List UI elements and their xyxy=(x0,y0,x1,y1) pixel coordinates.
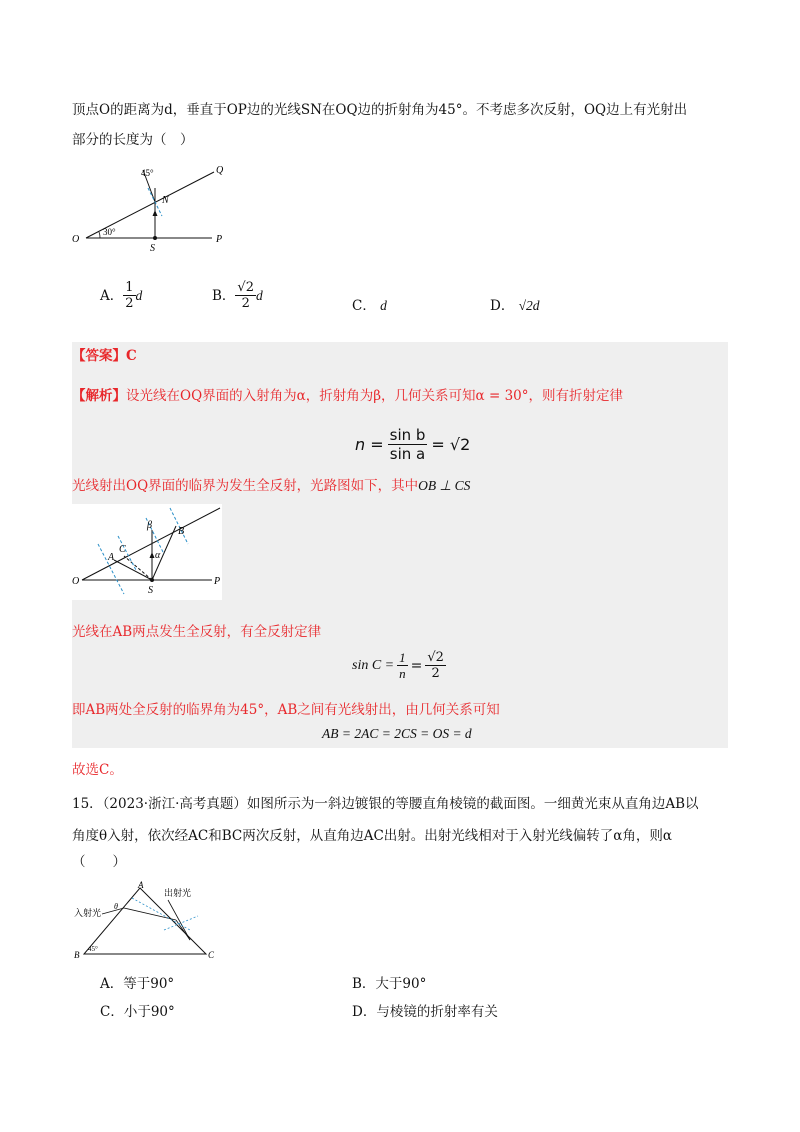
fig-label-Q: Q xyxy=(216,165,224,176)
analysis-line xyxy=(72,386,623,406)
q15-theta: θ xyxy=(114,902,118,911)
fig2-label-O: O xyxy=(72,576,80,587)
answer-label: 【答案】C xyxy=(72,348,137,364)
fig2-label-S: S xyxy=(148,585,153,596)
analysis-text: 设光线在OQ界面的入射角为α，折射角为β，几何关系可知α = 30°，则有折射定律 xyxy=(126,388,623,404)
q15-option-c[interactable]: C．小于90° xyxy=(100,1004,175,1020)
critical-line: 光线射出OQ界面的临界为发生全反射，光路图如下，其中OB ⊥ CS xyxy=(72,478,471,494)
fig2-label-beta: β xyxy=(147,520,152,531)
q15-line2: 角度θ入射，依次经AC和BC两次反射，从直角边AC出射。出射光线相对于入射光线偏转了α角，则α xyxy=(72,828,673,844)
option-letter: D． xyxy=(490,298,515,314)
q14-option-d[interactable]: D． √2d xyxy=(490,298,540,314)
q14-line2: 部分的长度为（ ） xyxy=(72,132,194,148)
fig-angle-45: 45° xyxy=(141,168,154,178)
conclusion: 故选C。 xyxy=(72,762,123,778)
q15-option-d[interactable]: D．与棱镜的折射率有关 xyxy=(352,1004,498,1020)
q15-label-C: C xyxy=(208,950,215,960)
option-letter: A． xyxy=(100,287,124,304)
fig2-label-C: C xyxy=(119,544,126,555)
q15-label-A: A xyxy=(138,880,144,890)
total-reflection-line: 光线在AB两点发生全反射，有全反射定律 xyxy=(72,624,322,640)
option-letter: B． xyxy=(212,287,236,304)
q15-figure xyxy=(72,880,222,960)
fig2-label-A: A xyxy=(108,552,115,563)
final-equation: AB = 2AC = 2CS = OS = d xyxy=(322,726,472,741)
q15-option-a[interactable]: A．等于90° xyxy=(100,976,175,992)
q14-option-a[interactable]: A． $\frac{1}{2}$ d xyxy=(100,280,143,311)
fig-label-O: O xyxy=(72,234,80,245)
q15-angle-45: 45° xyxy=(88,945,98,953)
q15-option-b[interactable]: B．大于90° xyxy=(352,976,427,992)
q15-line3: （ ） xyxy=(72,854,126,870)
q15-line1: 15．（2023·浙江·高考真题）如图所示为一斜边镀银的等腰直角棱镜的截面图。一细黄光束从直角边AB以 xyxy=(72,796,699,812)
fig2-label-B: B xyxy=(178,526,185,537)
q14-option-b[interactable]: B． $\frac{√2}{2}$ d xyxy=(212,280,263,311)
angle-line: 即AB两处全反射的临界角为45°，AB之间有光线射出，由几何关系可知 xyxy=(72,702,500,718)
q15-in-label: 入射光 xyxy=(74,908,102,918)
analysis-figure xyxy=(72,504,222,600)
formula-sinC: sin C = $\frac{1}{n}$ = $\frac{√2}{2}$ xyxy=(352,650,444,681)
q15-out-label: 出射光 xyxy=(164,888,192,898)
q15-label-B: B xyxy=(74,950,80,960)
q14-line1: 顶点O的距离为d，垂直于OP边的光线SN在OQ边的折射角为45°。不考虑多次反射，OQ边上有光射出 xyxy=(72,102,688,118)
fig-label-P: P xyxy=(216,234,223,245)
analysis-label: 【解析】 xyxy=(72,388,126,404)
fig2-label-P: P xyxy=(214,576,221,587)
q14-option-c[interactable]: C． d xyxy=(352,298,387,314)
option-letter: C． xyxy=(352,298,376,314)
fig-angle-30: 30° xyxy=(103,227,116,237)
formula-n: n = $\frac{\text{sin b}}{\text{sin a}}$ = √2 xyxy=(355,426,471,463)
fig-label-S: S xyxy=(150,243,155,253)
q14-figure xyxy=(70,158,250,253)
fig-label-N: N xyxy=(162,195,169,206)
fig2-label-alpha: α xyxy=(155,550,161,561)
